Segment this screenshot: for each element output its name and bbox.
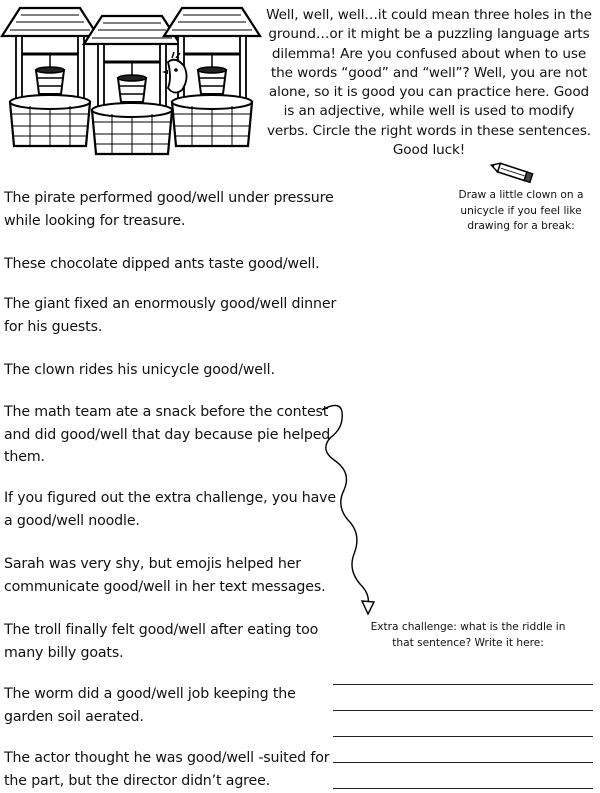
intro-paragraph: Well, well, well…it could mean three holes in the ground…or it might be a puzzling language arts dilemma! Are you confused about when to use the words “good” and “well”? Well, you are not alone, so it is good you can practice here. Good is an adjective, while well is used to modify verbs. Circle the right words in these sentences. Good luck! — [266, 7, 592, 159]
sentence-5[interactable]: The math team ate a snack before the contest and did good/well that day because pie helped them. — [4, 404, 331, 465]
sentence-7[interactable]: Sarah was very shy, but emojis helped her communicate good/well in her text messages. — [4, 556, 326, 595]
sentence-2[interactable]: These chocolate dipped ants taste good/well. — [4, 256, 320, 272]
wishing-wells-illustration — [0, 0, 265, 160]
answer-line-3[interactable] — [333, 736, 593, 737]
sentence-3[interactable]: The giant fixed an enormously good/well dinner for his guests. — [4, 296, 337, 335]
wishing-well-icon — [2, 8, 98, 146]
sentence-9[interactable]: The worm did a good/well job keeping the garden soil aerated. — [4, 686, 296, 725]
sentence-10[interactable]: The actor thought he was good/well -suited for the part, but the director didn’t agree. — [4, 750, 330, 789]
squiggle-arrow-icon — [318, 398, 378, 620]
sentence-6[interactable]: If you figured out the extra challenge, you have a good/well noodle. — [4, 490, 337, 529]
clown-drawing-prompt: Draw a little clown on a unicycle if you feel like drawing for a break: — [458, 189, 584, 232]
answer-line-2[interactable] — [333, 710, 593, 711]
answer-line-5[interactable] — [333, 788, 593, 789]
sentence-1[interactable]: The pirate performed good/well under pressure while looking for treasure. — [4, 190, 334, 229]
answer-line-4[interactable] — [333, 762, 593, 763]
sentence-4[interactable]: The clown rides his unicycle good/well. — [4, 362, 275, 378]
sentence-8[interactable]: The troll finally felt good/well after eating too many billy goats. — [4, 622, 319, 661]
extra-challenge-prompt: Extra challenge: what is the riddle in that sentence? Write it here: — [370, 621, 566, 649]
answer-line-1[interactable] — [333, 684, 593, 685]
pencil-icon — [490, 160, 538, 186]
